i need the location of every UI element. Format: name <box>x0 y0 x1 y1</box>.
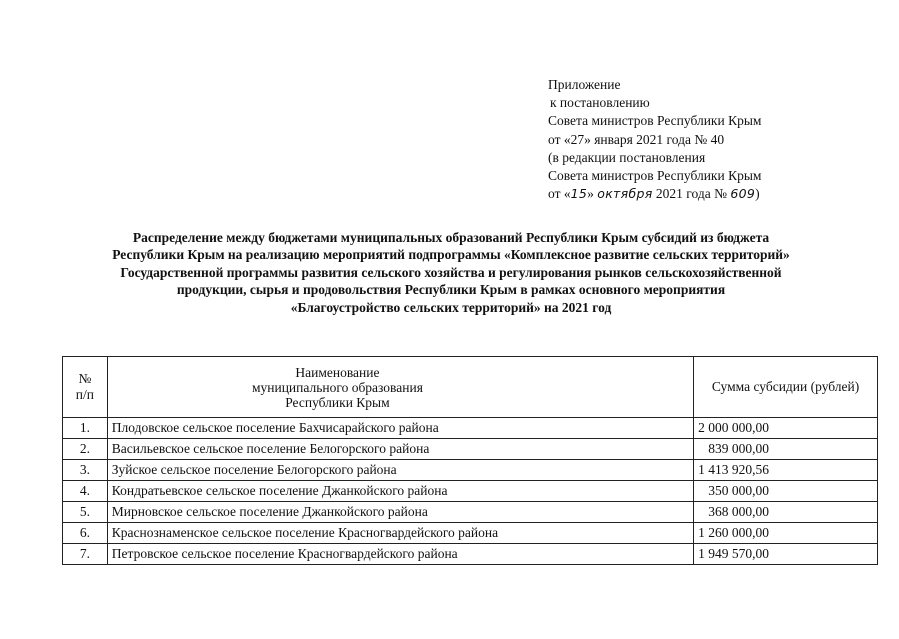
header-text: Наименование <box>295 364 380 380</box>
row-sum: 368 000,00 <box>694 502 878 523</box>
table-row <box>63 502 878 523</box>
date-year: 2021 года № <box>652 186 731 202</box>
appendix-line: Приложение <box>548 77 621 92</box>
table-header-row <box>63 357 878 418</box>
table-row <box>63 523 878 544</box>
row-sum: 1 413 920,56 <box>694 460 878 481</box>
row-name: Кондратьевское сельское поселение Джанкойского района <box>107 481 693 502</box>
header-text: Республики Крым <box>285 394 390 410</box>
row-name: Плодовское сельское поселение Бахчисарайского района <box>107 418 693 439</box>
row-name: Васильевское сельское поселение Белогорского района <box>107 439 693 460</box>
header-number <box>63 357 108 418</box>
title-line: «Благоустройство сельских территорий» на 2021 год <box>290 299 612 315</box>
header-text: № <box>78 371 92 386</box>
header-sum: Сумма субсидии (рублей) <box>694 357 878 418</box>
row-name: Краснознаменское сельское поселение Красногвардейского района <box>107 523 693 544</box>
title-line: Распределение между бюджетами муниципальных образований Республики Крым субсидий из бюджета <box>132 230 770 245</box>
header-text: п/п <box>75 387 94 402</box>
date-mid: » <box>587 186 598 202</box>
table-row <box>63 544 878 565</box>
appendix-line: (в редакции постановления <box>548 149 706 165</box>
appendix-line: к постановлению <box>550 95 650 111</box>
appendix-line: Совета министров Республики Крым <box>548 113 762 129</box>
row-name: Зуйское сельское поселение Белогорского района <box>107 460 693 481</box>
title-line: продукции, сырья и продовольствия Республики Крым в рамках основного мероприятия <box>176 282 726 298</box>
row-number: 2. <box>63 439 108 460</box>
row-name: Мирновское сельское поселение Джанкойского района <box>107 502 693 523</box>
appendix-line: от «27» января 2021 года № 40 <box>548 131 725 147</box>
row-name: Петровское сельское поселение Красногвардейского района <box>107 544 693 565</box>
row-sum: 350 000,00 <box>694 481 878 502</box>
appendix-line: Совета министров Республики Крым <box>548 168 762 184</box>
row-number: 4. <box>63 481 108 502</box>
row-number: 6. <box>63 523 108 544</box>
handwritten-month: октября <box>597 186 653 202</box>
title-line: Государственной программы развития сельского хозяйства и регулирования рынков сельскохозяйственной <box>120 264 782 280</box>
table-row <box>63 460 878 481</box>
table-row <box>63 418 878 439</box>
header-name <box>107 357 693 418</box>
row-sum: 1 949 570,00 <box>694 544 878 565</box>
row-number: 3. <box>63 460 108 481</box>
date-prefix: от « <box>548 186 571 202</box>
row-number: 5. <box>63 502 108 523</box>
row-sum: 2 000 000,00 <box>694 418 878 439</box>
header-text: муниципального образования <box>251 379 423 395</box>
subsidy-table <box>62 356 878 565</box>
table-row <box>63 481 878 502</box>
row-number: 1. <box>63 418 108 439</box>
row-number: 7. <box>63 544 108 565</box>
table-row <box>63 439 878 460</box>
title-line: Республики Крым на реализацию мероприятий подпрограммы «Комплексное развитие сельских территорий» <box>112 247 790 263</box>
handwritten-day: 15 <box>570 186 588 202</box>
row-sum: 839 000,00 <box>694 439 878 460</box>
row-sum: 1 260 000,00 <box>694 523 878 544</box>
appendix-block <box>548 76 761 203</box>
handwritten-number: 609 <box>730 186 756 202</box>
document-title <box>62 229 840 316</box>
appendix-date-line: от «15» октября 2021 года № 609) <box>548 186 760 202</box>
